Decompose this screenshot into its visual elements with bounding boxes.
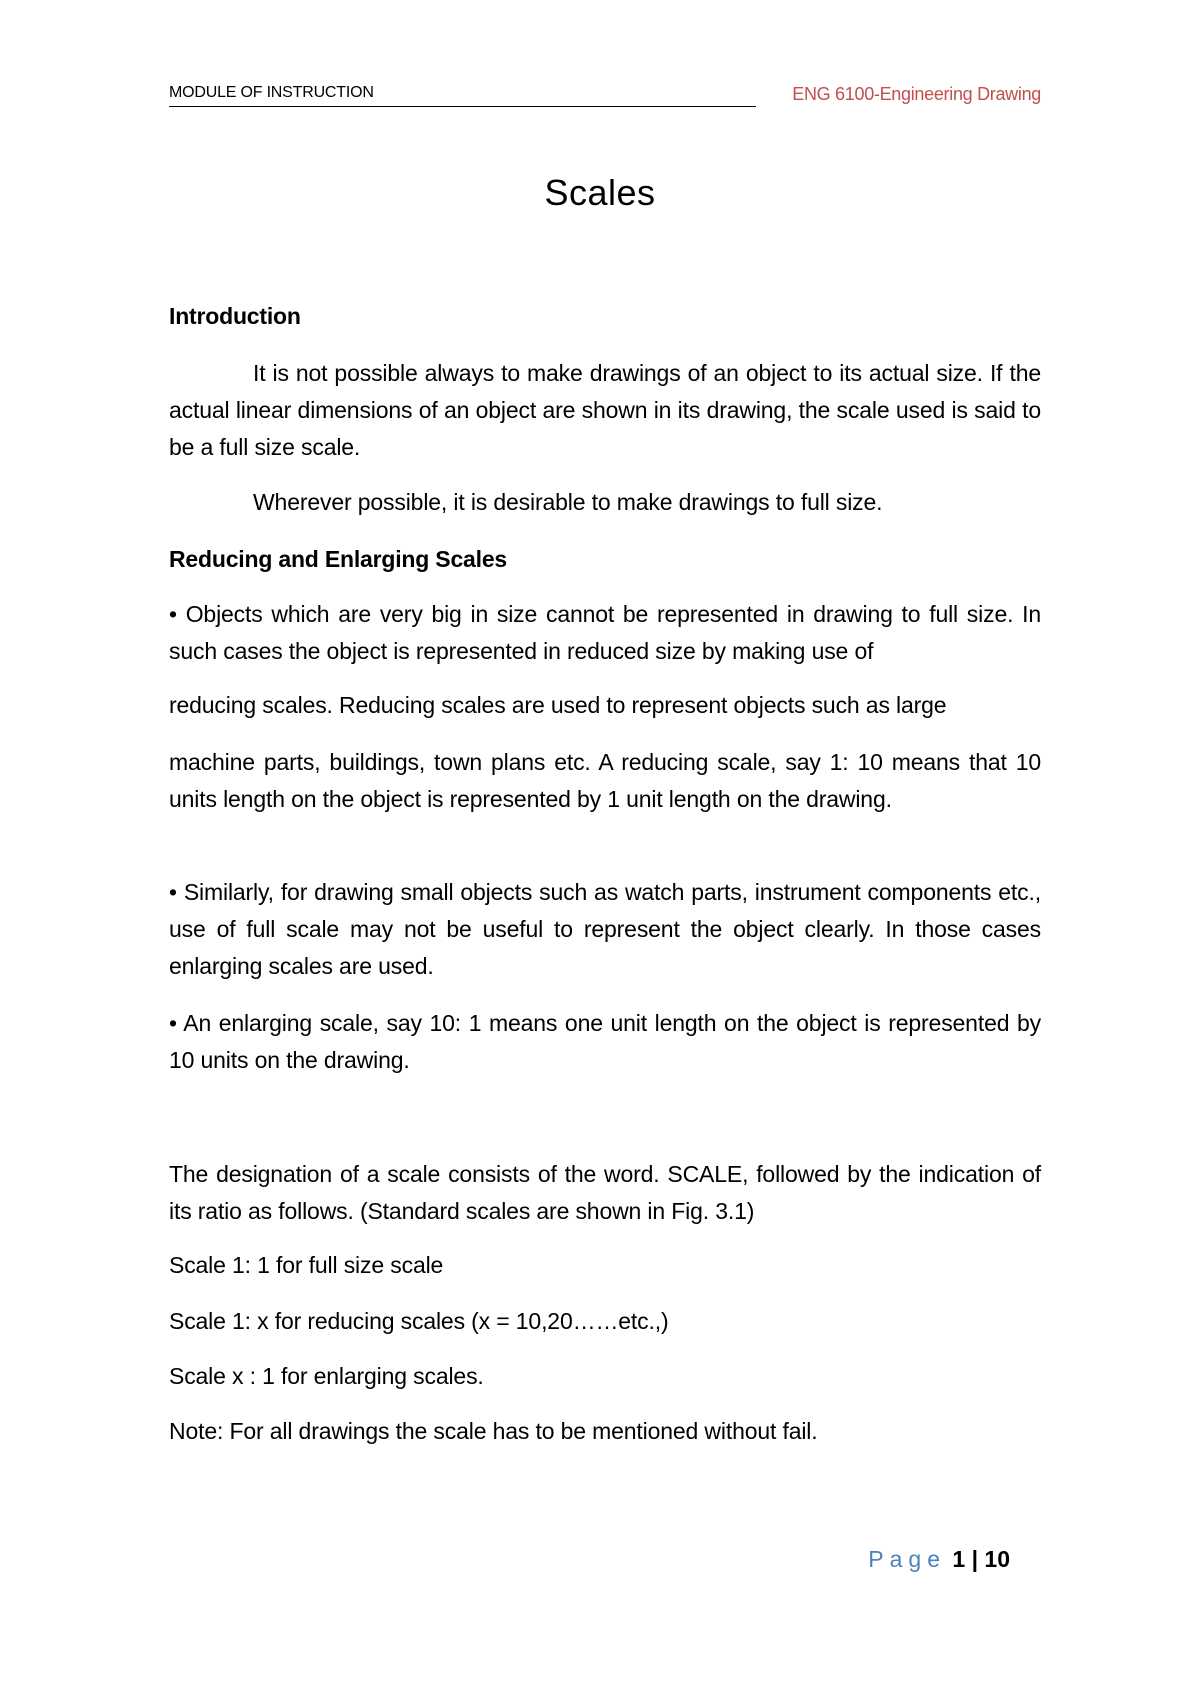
page-header xyxy=(169,84,1041,112)
bullet-1-line-2: reducing scales. Reducing scales are used to represent objects such as large xyxy=(169,692,947,718)
page-title: Scales xyxy=(544,172,656,213)
header-module-label: MODULE OF INSTRUCTION xyxy=(169,84,374,101)
scale-enlarging-line: Scale x : 1 for enlarging scales. xyxy=(169,1363,484,1389)
bullet-2: • Similarly, for drawing small objects such as watch parts, instrument components etc., use of full scale may not be useful to represent the object clearly. In those cases enlarging scales are used. xyxy=(169,879,1041,979)
reducing-enlarging-heading: Reducing and Enlarging Scales xyxy=(169,546,507,572)
footer-separator: | xyxy=(971,1546,979,1572)
footer-total-pages: 10 xyxy=(984,1546,1010,1572)
designation-paragraph: The designation of a scale consists of the word. SCALE, followed by the indication of its ratio as follows. (Standard scales are shown in Fig. 3.1) xyxy=(169,1161,1041,1224)
introduction-paragraph-1: It is not possible always to make drawings of an object to its actual size. If the actual linear dimensions of an object are shown in its drawing, the scale used is said to be a full size scale. xyxy=(169,360,1041,460)
scale-full-size-line: Scale 1: 1 for full size scale xyxy=(169,1252,444,1278)
scale-reducing-line: Scale 1: x for reducing scales (x = 10,20……etc.,) xyxy=(169,1308,669,1334)
bullet-1-line-1: • Objects which are very big in size cannot be represented in drawing to full size. In such cases the object is represented in reduced size by making use of xyxy=(169,601,1041,664)
footer-page-word: Page xyxy=(868,1546,946,1572)
introduction-paragraph-2: Wherever possible, it is desirable to make drawings to full size. xyxy=(253,489,883,515)
footer-current-page: 1 xyxy=(952,1546,966,1572)
header-underline xyxy=(169,106,756,107)
introduction-heading: Introduction xyxy=(169,303,301,329)
header-course-title: ENG 6100-Engineering Drawing xyxy=(792,84,1041,104)
bullet-3: • An enlarging scale, say 10: 1 means one unit length on the object is represented by 10 units on the drawing. xyxy=(169,1010,1041,1073)
page-footer xyxy=(868,1546,1010,1573)
bullet-1-line-3: machine parts, buildings, town plans etc. A reducing scale, say 1: 10 means that 10 units length on the object is represented by 1 unit length on the drawing. xyxy=(169,749,1041,812)
scale-note-line: Note: For all drawings the scale has to be mentioned without fail. xyxy=(169,1418,818,1444)
